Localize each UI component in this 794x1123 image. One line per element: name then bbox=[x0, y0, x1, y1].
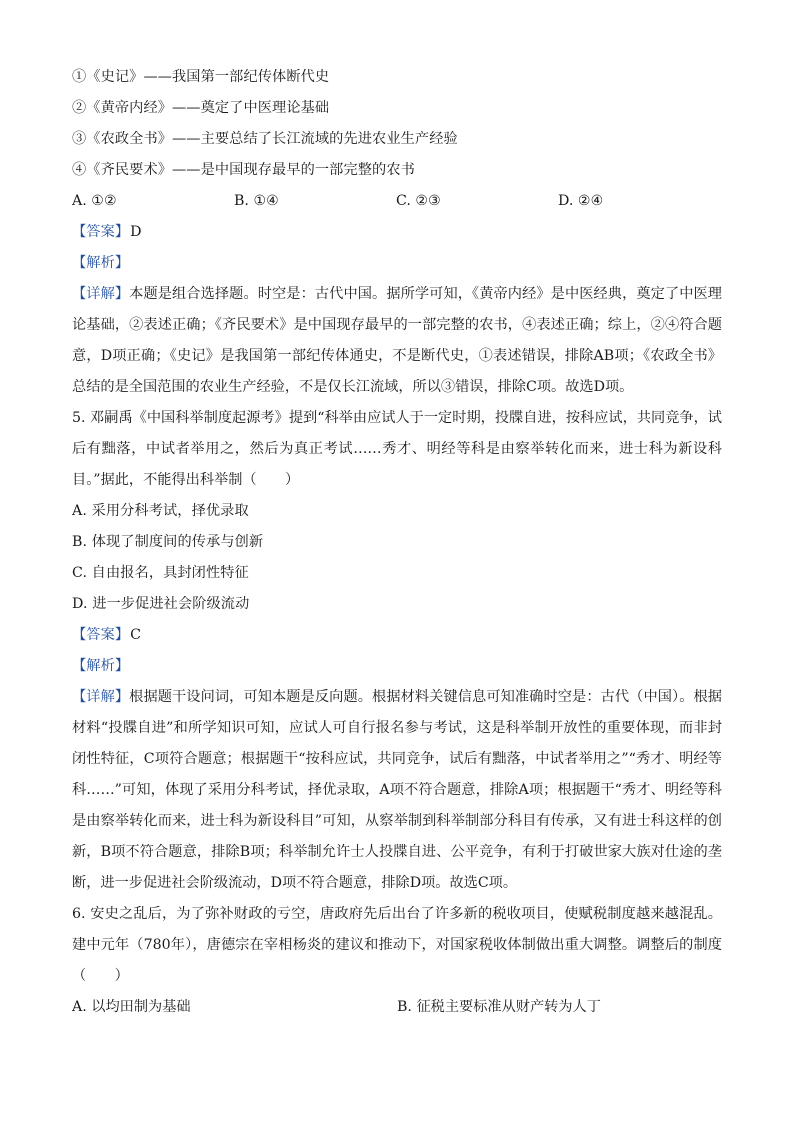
analysis-tag: 【解析】 bbox=[72, 255, 130, 271]
question-5-options bbox=[72, 496, 722, 620]
detail-paragraph bbox=[72, 682, 722, 899]
answer-value: D bbox=[130, 224, 142, 240]
option-a: A. 采用分科考试，择优录取 bbox=[72, 503, 249, 519]
option-b: B. 体现了制度间的传承与创新 bbox=[72, 534, 264, 550]
statement-item: ①《史记》——我国第一部纪传体断代史 bbox=[72, 69, 330, 85]
analysis-line bbox=[72, 651, 722, 682]
option-d: D. 进一步促进社会阶级流动 bbox=[72, 596, 250, 612]
option-c: C. 自由报名，具封闭性特征 bbox=[72, 565, 249, 581]
analysis-tag: 【解析】 bbox=[72, 658, 130, 674]
detail-tag: 【详解】 bbox=[72, 286, 130, 302]
question-5-stem: 5. 邓嗣禹《中国科举制度起源考》提到“科举由应试人于一定时期，投牒自进，按科应试，共同竞争，试后有黜落，中试者举用之，然后为真正考试……秀才、明经等科是由察举转化而来，进士科为新设科目。”据此，不能得出科举制（ ） bbox=[72, 410, 722, 488]
answer-tag: 【答案】 bbox=[72, 627, 130, 643]
question-4-items bbox=[72, 62, 722, 186]
detail-tag: 【详解】 bbox=[72, 689, 130, 705]
option-a: A. ①② bbox=[72, 193, 117, 209]
question-6-options bbox=[72, 992, 722, 1023]
statement-item: ③《农政全书》——主要总结了长江流域的先进农业生产经验 bbox=[72, 131, 458, 147]
detail-text: 本题是组合选择题。时空是：古代中国。据所学可知，《黄帝内经》是中医经典，奠定了中医理论基础，②表述正确；《齐民要术》是中国现存最早的一部完整的农书，④表述正确；综上，②④符合题意，D项正确；《史记》是我国第一部纪传体通史，不是断代史，①表述错误，排除AB项；《农政全书》总结的是全国范围的农业生产经验，不是仅长江流域，所以③错误，排除C项。故选D项。 bbox=[72, 286, 722, 395]
option-d: D. ②④ bbox=[558, 193, 604, 209]
answer-value: C bbox=[130, 627, 142, 643]
statement-item: ④《齐民要术》——是中国现存最早的一部完整的农书 bbox=[72, 162, 415, 178]
option-a: A. 以均田制为基础 bbox=[72, 999, 191, 1015]
option-c: C. ②③ bbox=[396, 193, 441, 209]
answer-tag: 【答案】 bbox=[72, 224, 130, 240]
option-b: B. 征税主要标准从财产转为人丁 bbox=[397, 999, 601, 1015]
document-page bbox=[72, 62, 722, 1023]
question-6-stem: 6. 安史之乱后，为了弥补财政的亏空，唐政府先后出台了许多新的税收项目，使赋税制度越来越混乱。建中元年（780年），唐德宗在宰相杨炎的建议和推动下，对国家税收体制做出重大调整。调整后的制度（ ） bbox=[72, 906, 722, 984]
option-b: B. ①④ bbox=[234, 193, 279, 209]
answer-line bbox=[72, 620, 722, 651]
detail-paragraph bbox=[72, 279, 722, 403]
answer-line bbox=[72, 217, 722, 248]
analysis-line bbox=[72, 248, 722, 279]
detail-text: 根据题干设问词，可知本题是反向题。根据材料关键信息可知准确时空是：古代（中国）。根据材料“投牒自进”和所学知识可知，应试人可自行报名参与考试，这是科举制开放性的重要体现，而非封闭性特征，C项符合题意；根据题干“按科应试，共同竞争，试后有黜落，中试者举用之”“秀才、明经等科……”可知，体现了采用分科考试，择优录取，A项不符合题意，排除A项；根据题干“秀才、明经等科是由察举转化而来，进士科为新设科目”可知，从察举制到科举制部分科目有传承，又有进士科这样的创新，B项不符合题意，排除B项；科举制允许士人投牒自进、公平竞争，有利于打破世家大族对仕途的垄断，进一步促进社会阶级流动，D项不符合题意，排除D项。故选C项。 bbox=[72, 689, 722, 891]
question-4-options bbox=[72, 186, 722, 217]
statement-item: ②《黄帝内经》——奠定了中医理论基础 bbox=[72, 100, 330, 116]
